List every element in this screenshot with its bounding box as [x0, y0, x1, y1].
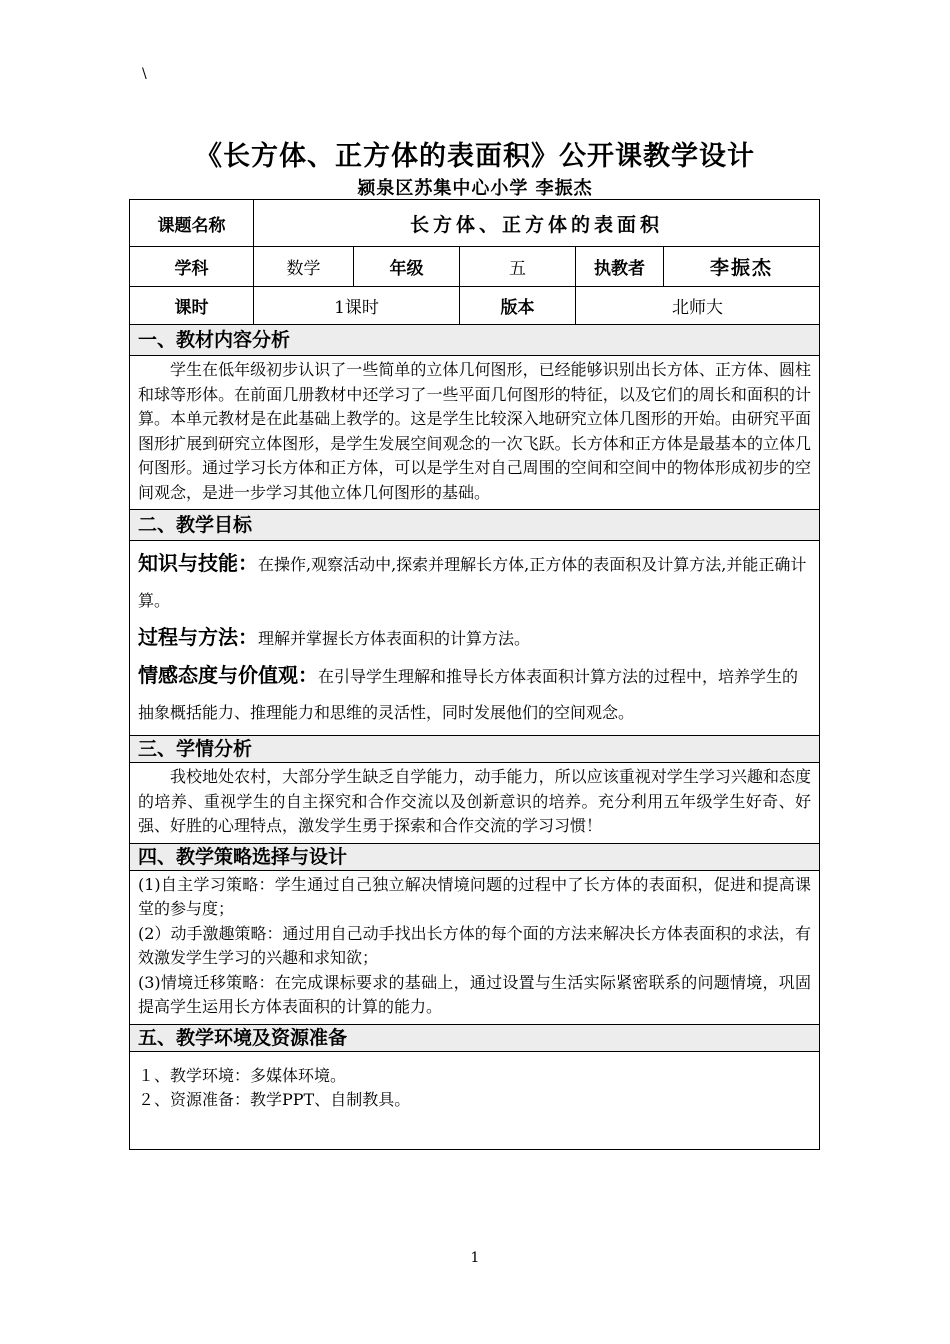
analysis-body-row: [130, 356, 820, 510]
goals-heading-row: [130, 510, 820, 541]
edition-label: 版本: [460, 287, 576, 325]
goal-knowledge-text: 在操作,观察活动中,探索并理解长方体,正方体的表面积及计算方法,并能正确计算。: [138, 555, 807, 610]
strategy-body-row: [130, 870, 820, 1024]
strategy-item: (1)自主学习策略：学生通过自己独立解决情境问题的过程中了长方体的表面积，促进和提高课堂的参与度；: [138, 874, 812, 918]
goal-knowledge: [138, 545, 811, 619]
topic-value: 长方体、正方体的表面积: [254, 200, 820, 247]
learners-heading-row: [130, 736, 820, 763]
document-title: 《长方体、正方体的表面积》公开课教学设计: [195, 141, 755, 172]
strategy-heading: 四、教学策略选择与设计: [130, 843, 820, 870]
strategy-heading-row: [130, 843, 820, 870]
subject-value: 数学: [254, 247, 354, 287]
grade-label: 年级: [354, 247, 460, 287]
goal-emotion: [138, 657, 811, 731]
learners-body-row: [130, 763, 820, 844]
subject-label: 学科: [130, 247, 254, 287]
strategy-body: [130, 870, 820, 1024]
environment-item: ２、资源准备：教学PPT、自制教具。: [138, 1089, 411, 1109]
goal-knowledge-label: 知识与技能：: [138, 551, 258, 575]
learners-heading: 三、学情分析: [130, 736, 820, 763]
environment-heading: 五、教学环境及资源准备: [130, 1024, 820, 1051]
goals-body-row: [130, 541, 820, 736]
analysis-heading-row: [130, 325, 820, 356]
hours-value: 1课时: [254, 287, 460, 325]
corner-mark: \: [142, 66, 147, 82]
goals-body: [130, 541, 820, 736]
goal-process-text: 理解并掌握长方体表面积的计算方法。: [258, 629, 531, 648]
environment-item: １、教学环境：多媒体环境。: [138, 1065, 347, 1085]
subject-row: [130, 247, 820, 287]
analysis-body: [130, 356, 820, 510]
learners-body: [130, 763, 820, 844]
grade-value: 五: [460, 247, 576, 287]
goal-process-label: 过程与方法：: [138, 625, 258, 649]
learners-text: 我校地处农村，大部分学生缺乏自学能力，动手能力，所以应该重视对学生学习兴趣和态度的培养、重视学生的自主探究和合作交流以及创新意识的培养。充分利用五年级学生好奇、好强、好胜的心理特点，激发学生勇于探索和合作交流的学习习惯！: [138, 767, 812, 835]
topic-label: 课题名称: [130, 200, 254, 247]
document-subtitle: 颍泉区苏集中心小学 李振杰: [357, 178, 593, 199]
strategy-item: (2）动手激趣策略：通过用自己动手找出长方体的每个面的方法来解决长方体表面积的求法，有效激发学生学习的兴趣和求知欲；: [138, 923, 812, 967]
goal-emotion-text: 在引导学生理解和推导长方体表面积计算方法的过程中，培养学生的抽象概括能力、推理能力和思维的灵活性，同时发展他们的空间观念。: [138, 667, 799, 722]
environment-body-row: [130, 1051, 820, 1149]
topic-row: [130, 200, 820, 247]
lesson-plan-table: [129, 199, 820, 1150]
analysis-text: 学生在低年级初步认识了一些简单的立体几何图形，已经能够识别出长方体、正方体、圆柱和球等形体。在前面几册教材中还学习了一些平面几何图形的特征，以及它们的周长和面积的计算。本单元教材是在此基础上教学的。这是学生比较深入地研究立体几图形的开始。由研究平面图形扩展到研究立体图形，是学生发展空间观念的一次飞跃。长方体和正方体是最基本的立体几何图形。通过学习长方体和正方体，可以是学生对自己周围的空间和空间中的物体形成初步的空间观念，是进一步学习其他立体几何图形的基础。: [138, 360, 812, 502]
goals-heading: 二、教学目标: [130, 510, 820, 541]
teacher-label: 执教者: [576, 247, 664, 287]
edition-value: 北师大: [576, 287, 820, 325]
teacher-value: 李振杰: [664, 247, 820, 287]
hours-row: [130, 287, 820, 325]
hours-label: 课时: [130, 287, 254, 325]
analysis-heading: 一、教材内容分析: [130, 325, 820, 356]
goal-emotion-label: 情感态度与价值观：: [138, 663, 318, 687]
strategy-item: (3)情境迁移策略：在完成课标要求的基础上，通过设置与生活实际紧密联系的问题情境，巩固提高学生运用长方体表面积的计算的能力。: [138, 972, 812, 1016]
environment-body: [130, 1051, 820, 1149]
environment-heading-row: [130, 1024, 820, 1051]
page-number: 1: [470, 1250, 480, 1266]
goal-process: [138, 619, 811, 657]
